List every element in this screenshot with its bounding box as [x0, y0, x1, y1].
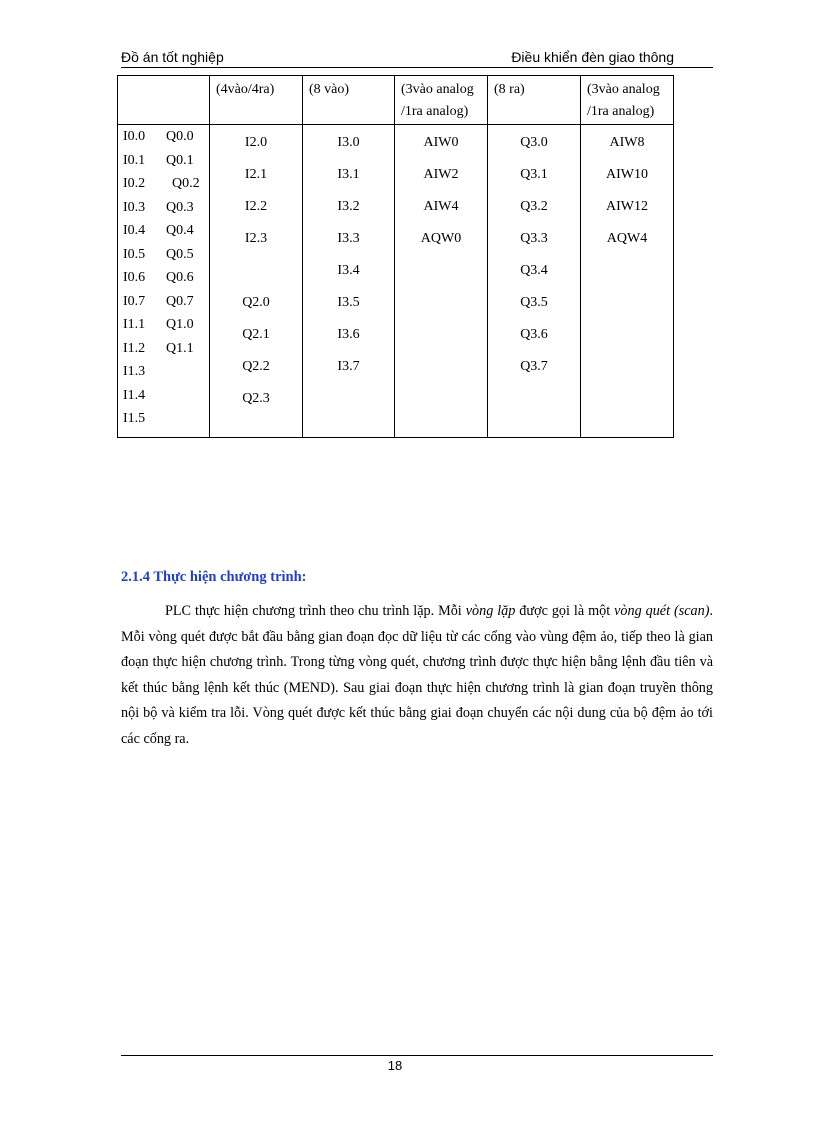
- table-row: I0.6 Q0.6: [123, 270, 194, 285]
- table-cell: AIW2: [423, 167, 459, 182]
- header-left: Đồ án tốt nghiệp: [121, 49, 224, 65]
- table-cell: AIW8: [609, 135, 645, 150]
- io-address-table: [117, 75, 674, 438]
- digital-8in-column: [303, 125, 395, 438]
- table-cell: Q3.3: [520, 231, 548, 246]
- header-cell: (3vào analog /1ra analog): [395, 76, 488, 125]
- table-cell: AQW4: [606, 231, 648, 246]
- table-cell: I3.6: [337, 327, 360, 342]
- table-row: I0.1 Q0.1: [123, 152, 194, 168]
- table-cell: I3.1: [337, 167, 360, 182]
- table-row: I1.2 Q1.1: [123, 340, 194, 356]
- table-cell: Q3.6: [520, 327, 548, 342]
- table-cell: Q3.0: [520, 135, 548, 150]
- table-cell: Q3.4: [520, 263, 548, 278]
- header-cell: (8 ra): [488, 76, 581, 125]
- table-cell: I2.3: [244, 231, 268, 246]
- table-row: I1.1 Q1.0: [123, 317, 194, 332]
- table-cell: I3.5: [337, 295, 360, 310]
- table-cell: Q2.0: [242, 295, 270, 310]
- analog-module-1-column: [395, 125, 488, 438]
- header-cell: (3vào analog /1ra analog): [581, 76, 674, 125]
- table-cell: I3.7: [337, 359, 360, 374]
- digital-4in-4out-column: [210, 125, 303, 438]
- table-cell: [210, 255, 302, 287]
- table-row: I0.2 Q0.2: [123, 176, 200, 191]
- table-cell: Q2.2: [242, 359, 270, 374]
- table-row: I0.4 Q0.4: [123, 223, 194, 238]
- header-cell: (8 vào): [303, 76, 395, 125]
- table-body-row: [118, 125, 674, 438]
- table-row: I1.3: [123, 364, 146, 379]
- table-cell: AIW4: [423, 199, 459, 214]
- table-row: I0.5 Q0.5: [123, 246, 194, 262]
- table-cell: I2.2: [244, 199, 268, 214]
- table-cell: Q2.1: [242, 327, 270, 342]
- table-row: I1.5: [123, 411, 146, 426]
- section-title: 2.1.4 Thực hiện chương trình:: [121, 569, 307, 585]
- table-cell: AQW0: [420, 231, 462, 246]
- table-row: I0.3 Q0.3: [123, 199, 194, 215]
- footer-rule: [121, 1055, 713, 1056]
- table-cell: I3.2: [337, 199, 360, 214]
- table-cell: AIW12: [606, 199, 648, 214]
- header-cell: (4vào/4ra): [210, 76, 303, 125]
- header-cell: [118, 76, 210, 125]
- page-header: [121, 49, 713, 68]
- header-right: Điều khiển đèn giao thông: [511, 49, 674, 65]
- cpu-io-column: [118, 125, 210, 438]
- page-number: 18: [387, 1058, 403, 1073]
- table-header-row: [118, 76, 674, 125]
- table-cell: I3.0: [337, 135, 360, 150]
- table-cell: I3.4: [337, 263, 360, 278]
- table-cell: Q3.2: [520, 199, 548, 214]
- table-row: I0.7 Q0.7: [123, 293, 194, 309]
- table-cell: AIW0: [423, 135, 459, 150]
- table-cell: I2.1: [244, 167, 268, 182]
- table-cell: Q2.3: [242, 391, 270, 406]
- table-cell: Q3.1: [520, 167, 548, 182]
- table-cell: I3.3: [337, 231, 360, 246]
- table-cell: AIW10: [606, 167, 648, 182]
- table-row: I0.0 Q0.0: [123, 129, 194, 144]
- table-row: I1.4: [123, 387, 146, 403]
- digital-8out-column: [488, 125, 581, 438]
- table-cell: Q3.7: [520, 359, 548, 374]
- table-cell: Q3.5: [520, 295, 548, 310]
- section-paragraph: PLC thực hiện chương trình theo chu trình lặp. Mỗi vòng lặp được gọi là một vòng quét (scan). Mỗi vòng quét được bắt đầu bằng gian đoạn đọc dữ liệu từ các cổng vào vùng đệm ảo, tiếp theo là gian đoạn thực hiện chương trình. Trong từng vòng quét, chương trình được thực hiện bằng lệnh đầu tiên và kết thúc bằng lệnh kết thúc (MEND). Sau giai đoạn thực hiện chương trình là gian đoạn truyền thông nội bộ và kiểm tra lỗi. Vòng quét được kết thúc bằng giai đoạn chuyển các nội dung của bộ đệm ảo tới các cổng ra.: [121, 603, 713, 747]
- table-cell: I2.0: [244, 135, 268, 150]
- analog-module-2-column: [581, 125, 674, 438]
